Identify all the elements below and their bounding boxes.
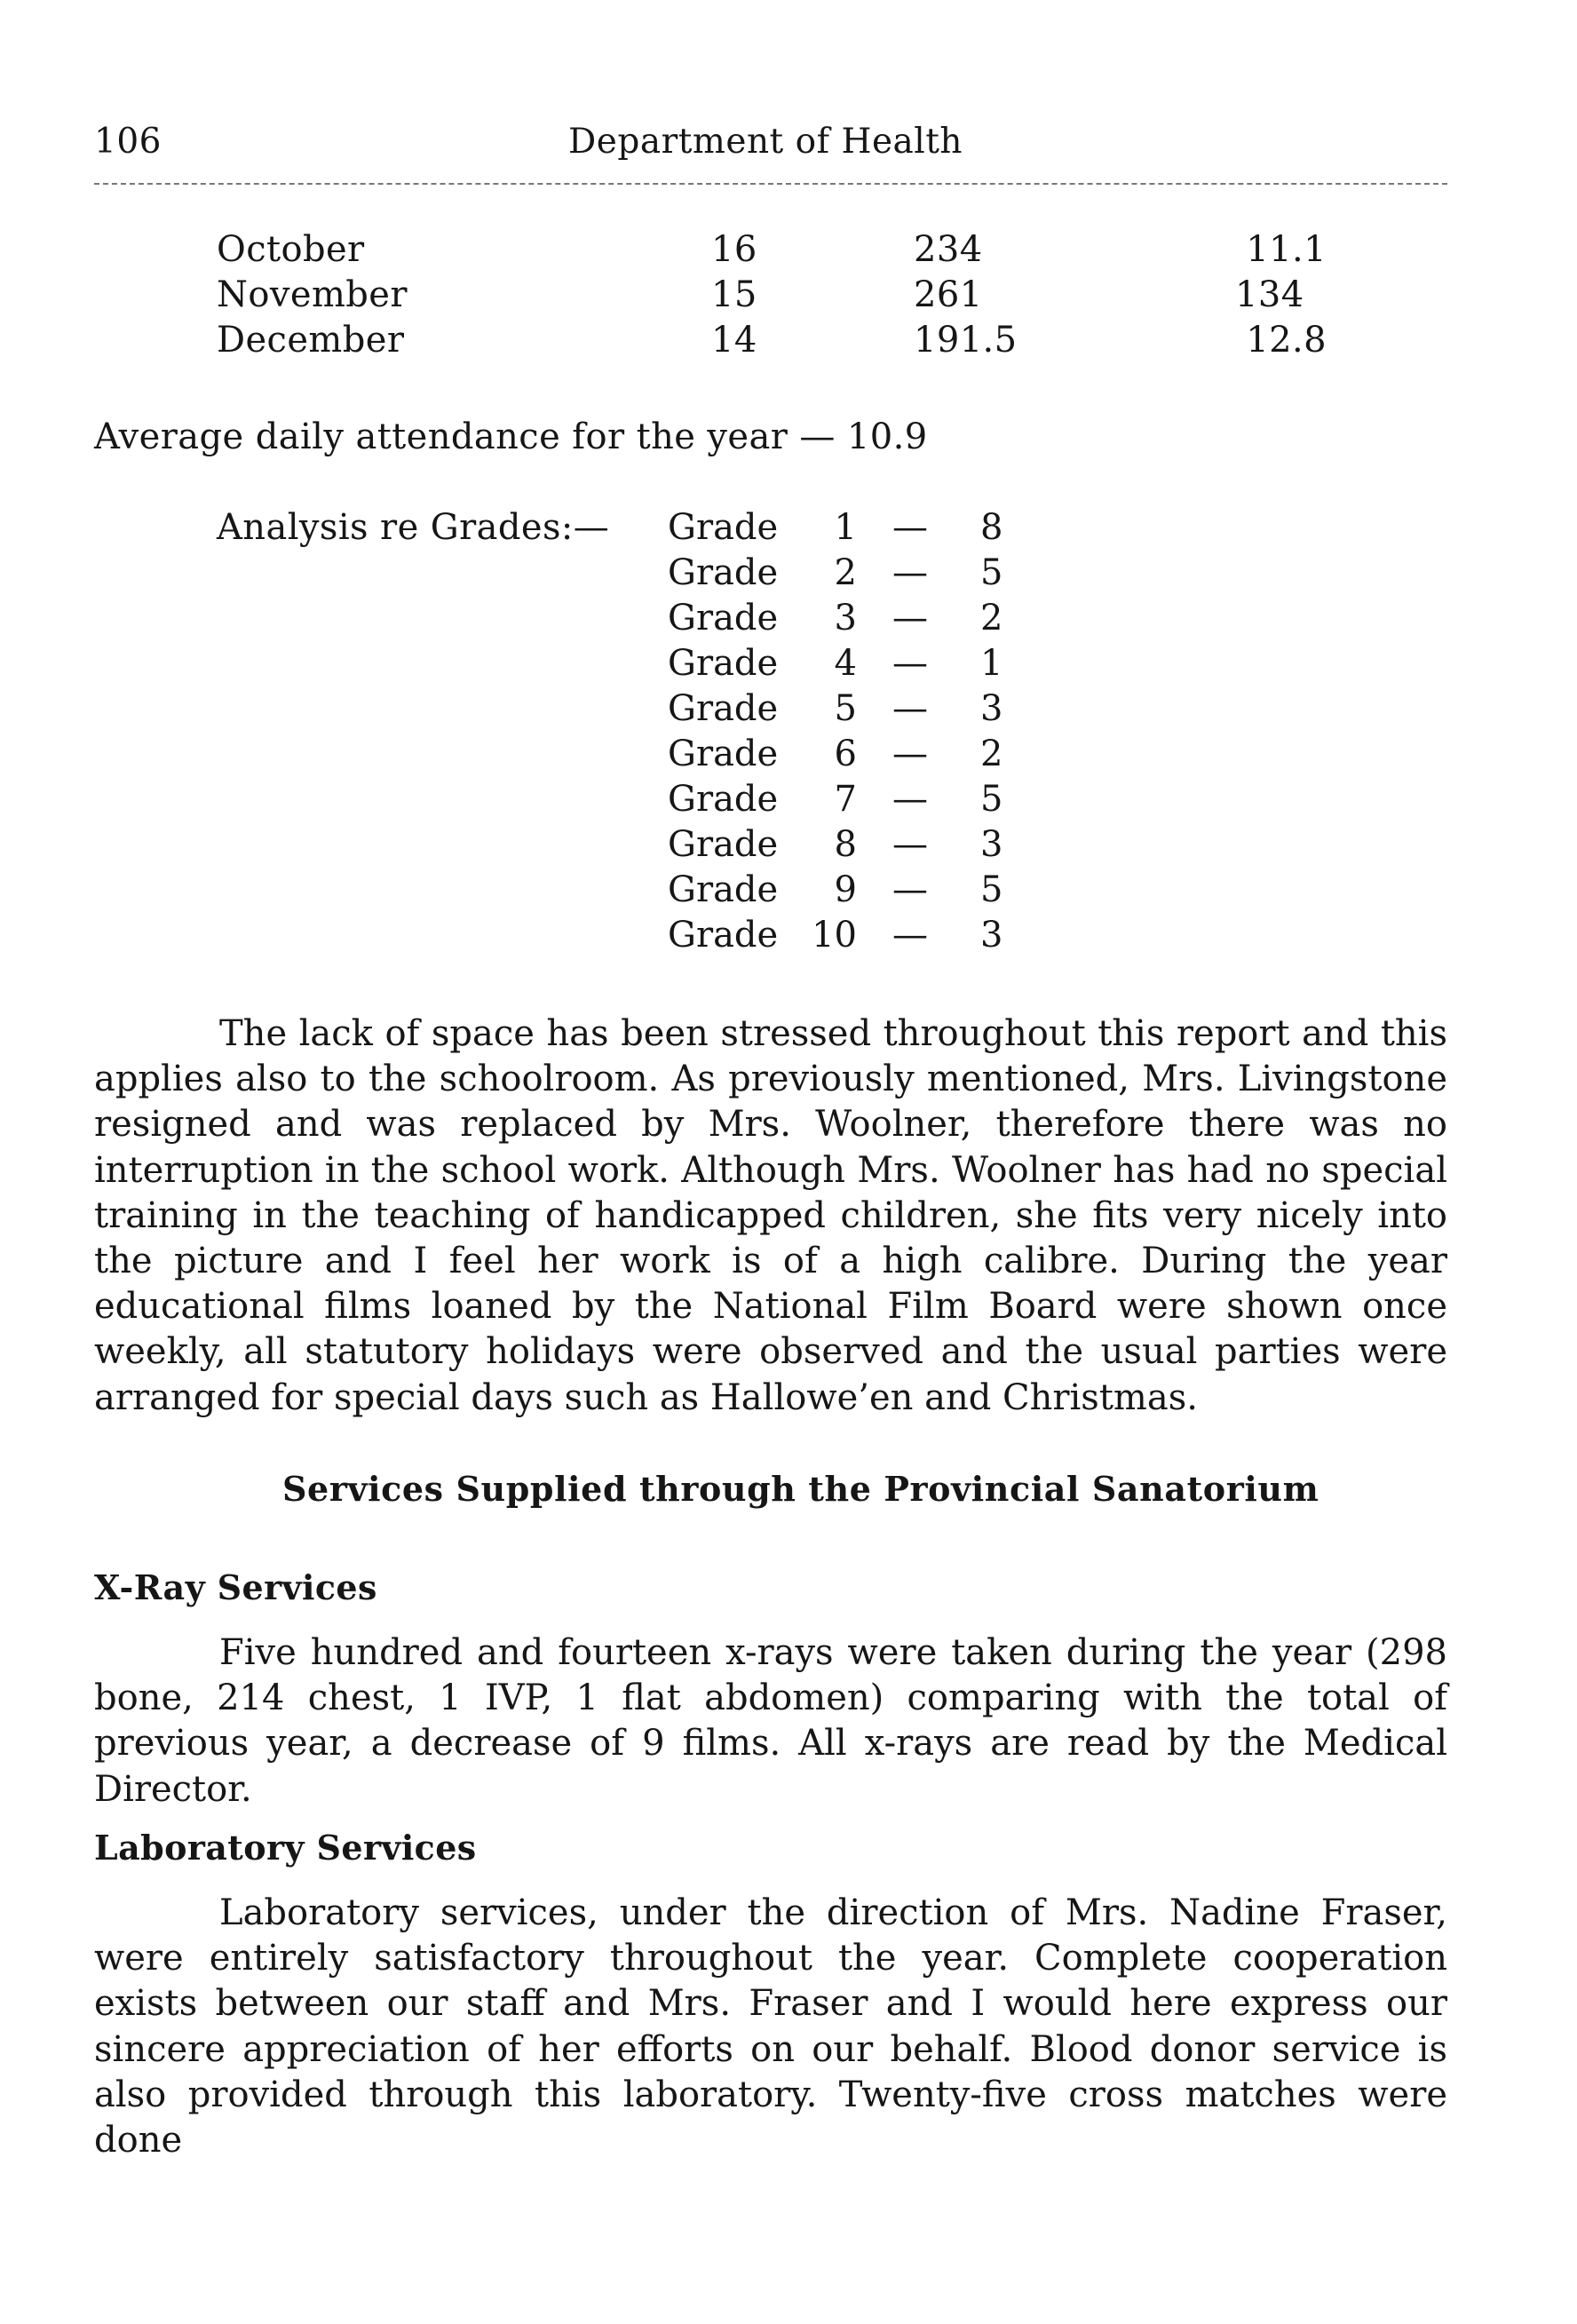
month-cell: October: [217, 229, 365, 270]
grade-row: [0, 598, 1577, 642]
month-cell: November: [217, 274, 408, 315]
grade-row: [0, 507, 1577, 551]
value-cell: 16: [711, 229, 757, 270]
grade-word: Grade: [668, 598, 779, 639]
running-title: Department of Health: [568, 122, 963, 162]
grade-number: 10: [812, 915, 857, 956]
value-cell: 14: [711, 320, 757, 361]
header-rule: [94, 183, 1447, 185]
average-attendance: Average daily attendance for the year — 10.9: [94, 416, 928, 457]
grade-word: Grade: [668, 915, 779, 956]
laboratory-paragraph-text: Laboratory services, under the direction of Mrs. Nadine Fraser, were entirely satisfactory throughout the year. Complete cooperation exists between our staff and Mrs. Fraser and I would here express our sincere appreciation of her efforts on our behalf. Blood donor service is also provided through this laboratory. Twenty-five cross matches were done: [94, 1892, 1447, 2161]
grade-count: 5: [980, 552, 1003, 593]
grade-count: 5: [980, 779, 1003, 820]
schoolroom-paragraph: [94, 1011, 1447, 1421]
grade-number: 2: [834, 552, 857, 593]
grade-row: [0, 824, 1577, 869]
grade-dash: —: [892, 915, 928, 956]
xray-paragraph-text: Five hundred and fourteen x-rays were taken during the year (298 bone, 214 chest, 1 IVP, 1 flat abdomen) comparing with the total of previous year, a decrease of 9 films. All x-rays are read by the Medical Director.: [94, 1632, 1447, 1810]
grade-row: [0, 869, 1577, 914]
page-number: 106: [94, 122, 162, 162]
grade-row: [0, 552, 1577, 597]
grade-row: [0, 734, 1577, 778]
section-heading: Services Supplied through the Provincial Sanatorium: [282, 1469, 1319, 1509]
grade-number: 9: [834, 869, 857, 910]
value-cell: 12.8: [1246, 320, 1327, 361]
schoolroom-paragraph-text: The lack of space has been stressed throughout this report and this applies also to the schoolroom. As previously mentioned, Mrs. Livingstone resigned and was replaced by Mrs. Woolner, therefore there was no interruption in the school work. Although Mrs. Woolner has had no special training in the teaching of handicapped children, she fits very nicely into the picture and I feel her work is of a high calibre. During the year educational films loaned by the National Film Board were shown once weekly, all statutory holidays were observed and the usual parties were arranged for special days such as Hallowe’en and Christmas.: [94, 1013, 1447, 1418]
xray-heading: X-Ray Services: [94, 1567, 377, 1607]
grade-word: Grade: [668, 779, 779, 820]
grade-dash: —: [892, 507, 928, 548]
grade-count: 2: [980, 598, 1003, 639]
grade-count: 2: [980, 734, 1003, 774]
grade-word: Grade: [668, 824, 779, 865]
grades-label: Analysis re Grades:—: [217, 507, 610, 548]
value-cell: 11.1: [1246, 229, 1327, 270]
grade-number: 6: [834, 734, 857, 774]
grade-number: 1: [834, 507, 857, 548]
month-cell: December: [217, 320, 405, 361]
grade-word: Grade: [668, 552, 779, 593]
grade-word: Grade: [668, 643, 779, 684]
value-cell: 234: [914, 229, 983, 270]
grade-word: Grade: [668, 869, 779, 910]
grade-dash: —: [892, 869, 928, 910]
grade-count: 3: [980, 915, 1003, 956]
value-cell: 191.5: [914, 320, 1018, 361]
grade-dash: —: [892, 779, 928, 820]
xray-paragraph: [94, 1630, 1447, 1812]
value-cell: 15: [711, 274, 757, 315]
grade-count: 3: [980, 688, 1003, 729]
grade-dash: —: [892, 824, 928, 865]
grade-word: Grade: [668, 507, 779, 548]
laboratory-paragraph: [94, 1891, 1447, 2163]
grade-count: 3: [980, 824, 1003, 865]
grade-dash: —: [892, 643, 928, 684]
grade-count: 1: [980, 643, 1003, 684]
grade-row: [0, 688, 1577, 733]
grade-number: 7: [834, 779, 857, 820]
grade-dash: —: [892, 598, 928, 639]
grade-dash: —: [892, 734, 928, 774]
grade-number: 8: [834, 824, 857, 865]
grade-row: [0, 915, 1577, 959]
grade-row: [0, 643, 1577, 687]
grade-number: 4: [834, 643, 857, 684]
grade-dash: —: [892, 552, 928, 593]
grade-word: Grade: [668, 688, 779, 729]
value-cell: 261: [914, 274, 983, 315]
grade-number: 3: [834, 598, 857, 639]
value-cell: 134: [1235, 274, 1304, 315]
grade-count: 8: [980, 507, 1003, 548]
grade-count: 5: [980, 869, 1003, 910]
grade-word: Grade: [668, 734, 779, 774]
laboratory-heading: Laboratory Services: [94, 1828, 477, 1868]
grade-dash: —: [892, 688, 928, 729]
grade-row: [0, 779, 1577, 823]
grade-number: 5: [834, 688, 857, 729]
